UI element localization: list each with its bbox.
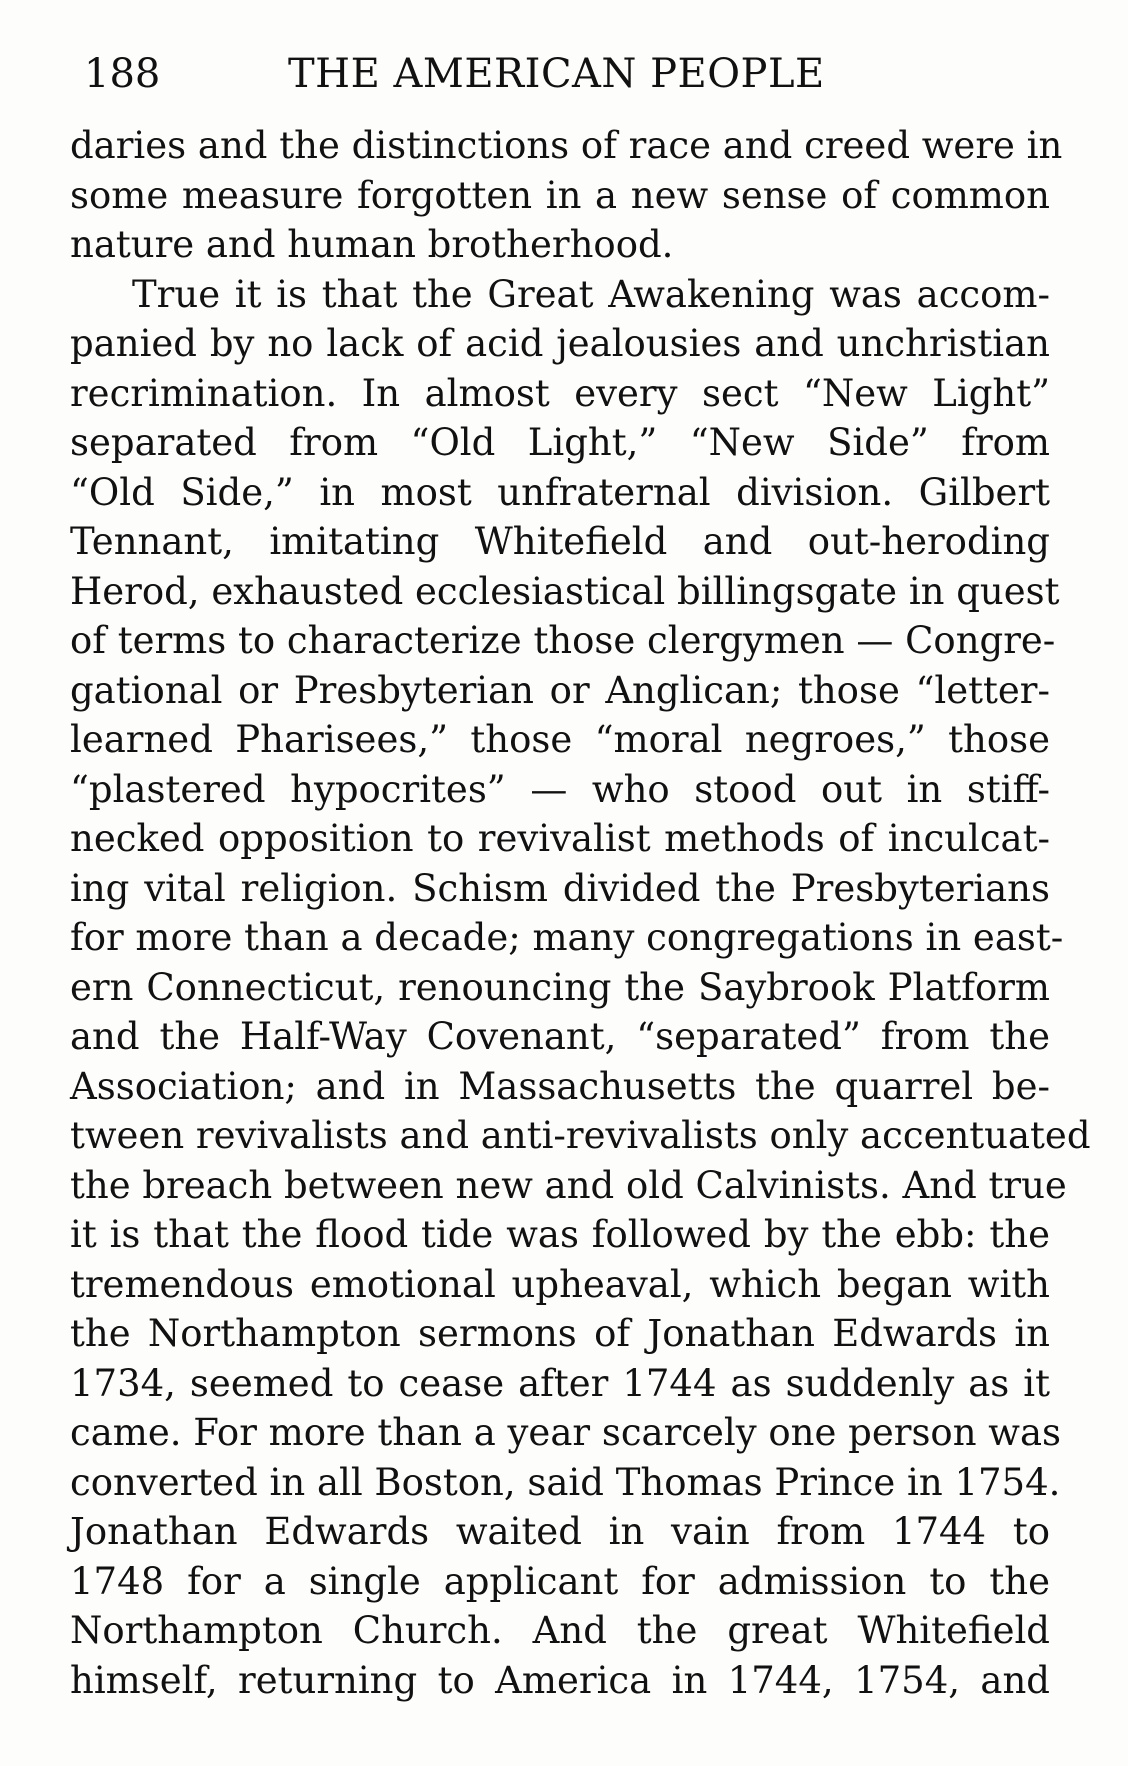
text-line: 1748 for a single applicant for admission to the: [70, 1559, 1050, 1603]
text-line: gational or Presbyterian or Anglican; those “letter-: [70, 668, 1050, 712]
text-line: necked opposition to revivalist methods of inculcat-: [70, 817, 1050, 860]
text-line: ing vital religion. Schism divided the Presbyterians: [70, 866, 1050, 910]
text-line: separated from “Old Light,” “New Side” from: [70, 421, 1050, 464]
text-line: ern Connecticut, renouncing the Saybrook Platform: [70, 965, 1050, 1009]
running-head: THE AMERICAN PEOPLE: [288, 51, 825, 97]
text-line: converted in all Boston, said Thomas Prince in 1754.: [70, 1460, 1061, 1504]
body-text: [70, 121, 1091, 1705]
text-line: “Old Side,” in most unfraternal division. Gilbert: [70, 470, 1050, 514]
text-line: the breach between new and old Calvinists. And true: [70, 1163, 1067, 1207]
text-line: 1734, seemed to cease after 1744 as suddenly as it: [70, 1361, 1050, 1405]
text-line: himself, returning to America in 1744, 1754, and: [70, 1658, 1050, 1702]
text-line: tween revivalists and anti-revivalists only accentuated: [70, 1114, 1091, 1157]
text-line: recrimination. In almost every sect “New Light”: [70, 371, 1050, 415]
text-line: Herod, exhausted ecclesiastical billingsgate in quest: [70, 569, 1060, 613]
text-line: Tennant, imitating Whitefield and out-heroding: [70, 520, 1050, 563]
text-line: Association; and in Massachusetts the quarrel be-: [70, 1064, 1050, 1108]
text-line: it is that the flood tide was followed by the ebb: the: [70, 1213, 1050, 1256]
text-line: some measure forgotten in a new sense of common: [70, 173, 1050, 217]
text-line: for more than a decade; many congregations in east-: [70, 916, 1064, 959]
text-line: daries and the distinctions of race and creed were in: [70, 124, 1063, 167]
text-line: Jonathan Edwards waited in vain from 1744 to: [70, 1510, 1050, 1553]
text-line: Northampton Church. And the great Whitefield: [70, 1609, 1050, 1652]
text-line: of terms to characterize those clergymen — Congre-: [70, 619, 1056, 662]
text-line: “plastered hypocrites” — who stood out in stiff-: [70, 767, 1050, 811]
text-line: and the Half-Way Covenant, “separated” from the: [70, 1015, 1050, 1058]
text-line: True it is that the Great Awakening was accom-: [132, 272, 1050, 316]
text-line: learned Pharisees,” those “moral negroes,” those: [70, 718, 1050, 761]
text-line: came. For more than a year scarcely one person was: [70, 1411, 1062, 1454]
page-header: [84, 44, 1044, 104]
text-line: the Northampton sermons of Jonathan Edwards in: [70, 1312, 1050, 1355]
text-line: panied by no lack of acid jealousies and unchristian: [70, 322, 1050, 365]
text-line: tremendous emotional upheaval, which began with: [70, 1262, 1050, 1306]
text-line: nature and human brotherhood.: [70, 223, 674, 266]
page-number: 188: [84, 51, 161, 97]
